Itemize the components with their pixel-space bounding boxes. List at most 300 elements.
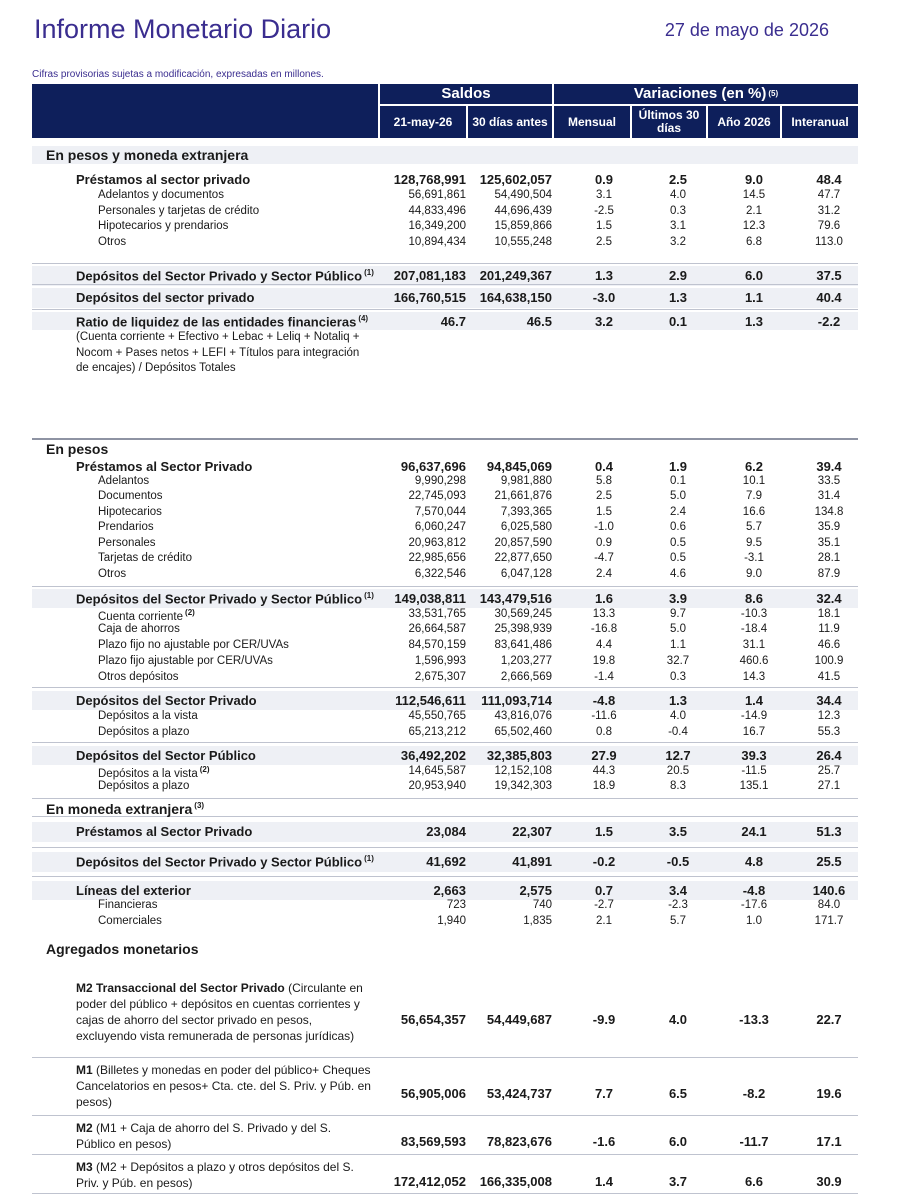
var-ano: -4.8 — [742, 883, 766, 898]
value-30-dias: 1,203,277 — [500, 655, 552, 667]
var-mensual: 2.1 — [596, 915, 612, 927]
row-label-text: Depósitos del Sector Privado y Sector Público — [76, 854, 363, 870]
row-label — [98, 915, 162, 927]
row-label — [76, 591, 374, 606]
col-interanual: Interanual — [791, 114, 849, 129]
row-label — [98, 710, 198, 722]
value-30-dias: 143,479,516 — [479, 591, 552, 606]
var-ultimos-30: 5.7 — [670, 915, 686, 927]
variaciones-header — [554, 84, 858, 104]
col-ano-2026: Año 2026 — [717, 114, 771, 129]
row-label-text: Documentos — [98, 490, 163, 502]
var-mensual: -1.0 — [594, 521, 614, 533]
var-mensual: 13.3 — [592, 608, 616, 620]
row-label — [76, 314, 368, 329]
var-ano: -13.3 — [739, 1012, 769, 1027]
row-label — [98, 608, 195, 623]
row-label — [76, 854, 374, 869]
value-30-dias: 6,025,580 — [500, 521, 552, 533]
var-interanual: 113.0 — [815, 236, 843, 248]
var-interanual: 26.4 — [816, 748, 842, 763]
value-current: 56,905,006 — [400, 1086, 466, 1101]
report-date: 27 de mayo de 2026 — [664, 20, 829, 40]
row-label — [76, 693, 257, 708]
value-30-dias: 94,845,069 — [486, 459, 552, 474]
row-label — [98, 780, 189, 792]
var-ano: 1.1 — [744, 290, 764, 305]
var-ano: -14.9 — [740, 710, 768, 722]
row-label-text: Líneas del exterior — [76, 883, 191, 898]
value-30-dias: 125,602,057 — [479, 172, 552, 187]
table-row — [32, 1174, 858, 1190]
var-mensual: 19.8 — [592, 655, 616, 667]
value-30-dias: 19,342,303 — [494, 780, 552, 792]
var-mensual: -4.8 — [592, 693, 616, 708]
var-ultimos-30: 12.7 — [665, 748, 691, 763]
var-interanual: 30.9 — [816, 1174, 842, 1189]
section-note: (3) — [194, 801, 205, 811]
value-current: 112,546,611 — [395, 693, 466, 708]
var-interanual: 25.7 — [817, 765, 841, 777]
var-ano: 14.5 — [742, 189, 766, 201]
table-row — [32, 655, 858, 671]
value-current: 83,569,593 — [400, 1134, 466, 1149]
var-interanual: 37.5 — [816, 268, 842, 283]
value-30-dias: 83,641,486 — [494, 639, 552, 651]
table-row — [32, 854, 858, 870]
value-current: 1,940 — [437, 915, 466, 927]
value-30-dias: 201,249,367 — [479, 268, 552, 283]
value-30-dias: 30,569,245 — [494, 608, 552, 620]
table-row — [32, 521, 858, 537]
row-label-text: Depósitos del Sector Público — [76, 748, 256, 763]
row-label — [98, 623, 180, 635]
footnote-ref: (2) — [199, 765, 210, 774]
row-label-text: Financieras — [98, 899, 158, 911]
value-current: 149,038,811 — [394, 591, 466, 606]
var-ano: 10.1 — [742, 475, 766, 487]
var-ano: 9.0 — [746, 568, 762, 580]
var-mensual: 2.5 — [596, 490, 612, 502]
var-ultimos-30: 1.3 — [668, 290, 688, 305]
row-label — [98, 490, 163, 502]
row-label — [76, 748, 256, 763]
value-current: 7,570,044 — [414, 506, 466, 518]
aggregate-label: M3 — [76, 1160, 93, 1174]
var-ultimos-30: -2.3 — [668, 899, 688, 911]
table-row — [32, 205, 858, 221]
value-30-dias: 2,666,569 — [500, 671, 552, 683]
var-ano: -18.4 — [740, 623, 768, 635]
value-current: 84,570,159 — [408, 639, 466, 651]
value-30-dias: 65,502,460 — [494, 726, 552, 738]
var-interanual: 19.6 — [816, 1086, 842, 1101]
var-interanual: 34.4 — [816, 693, 842, 708]
table-row — [32, 608, 858, 624]
var-ano: 2.1 — [746, 205, 762, 217]
value-30-dias: 43,816,076 — [494, 710, 552, 722]
row-divider — [32, 742, 858, 743]
table-row — [32, 314, 858, 330]
row-label-text: Tarjetas de crédito — [98, 552, 192, 564]
row-label-text: Personales y tarjetas de crédito — [98, 205, 260, 217]
var-interanual: 140.6 — [812, 883, 846, 898]
row-label — [98, 726, 189, 738]
value-30-dias: 740 — [532, 899, 552, 911]
table-row — [32, 1134, 858, 1150]
table-row — [32, 220, 858, 236]
var-mensual: 44.3 — [592, 765, 616, 777]
row-label-text: Prendarios — [98, 521, 154, 533]
var-ultimos-30: 3.2 — [670, 236, 686, 248]
var-ano: -17.6 — [740, 899, 768, 911]
row-label-text: Depósitos del Sector Privado — [76, 693, 257, 708]
row-label — [76, 290, 254, 305]
footnote-ref: (2) — [185, 608, 195, 617]
value-30-dias: 2,575 — [519, 883, 552, 898]
var-ano: 9.5 — [746, 537, 762, 549]
row-divider — [32, 1057, 858, 1058]
table-row — [32, 591, 858, 607]
row-label — [98, 220, 228, 232]
var-ano: 39.3 — [741, 748, 767, 763]
table-row — [32, 459, 858, 475]
value-30-dias: 15,859,866 — [494, 220, 552, 232]
table-row — [32, 1012, 858, 1028]
var-interanual: 25.5 — [816, 854, 842, 869]
row-label-text: Depósitos del Sector Privado y Sector Público — [76, 268, 363, 284]
section-divider — [32, 798, 858, 799]
table-header — [32, 84, 858, 138]
var-mensual: -9.9 — [592, 1012, 616, 1027]
var-mensual: -4.7 — [594, 552, 614, 564]
row-label — [98, 568, 126, 580]
var-ultimos-30: 3.7 — [668, 1174, 688, 1189]
value-30-dias: 32,385,803 — [486, 748, 552, 763]
table-row — [32, 780, 858, 796]
col-21-may: 21-may-26 — [393, 114, 453, 129]
var-interanual: 28.1 — [817, 552, 841, 564]
var-interanual: 32.4 — [816, 591, 842, 606]
row-label-text: Comerciales — [98, 915, 162, 927]
var-interanual: 18.1 — [817, 608, 841, 620]
var-ultimos-30: 1.1 — [670, 639, 686, 651]
var-ano: -8.2 — [742, 1086, 766, 1101]
table-row — [32, 172, 858, 188]
var-mensual: -11.6 — [591, 710, 617, 722]
footnote-ref: (1) — [364, 854, 374, 863]
var-mensual: 2.5 — [596, 236, 612, 248]
row-label — [76, 824, 252, 839]
var-mensual: 5.8 — [596, 475, 612, 487]
var-mensual: 3.2 — [594, 314, 614, 329]
value-current: 33,531,765 — [408, 608, 466, 620]
var-mensual: 4.4 — [596, 639, 612, 651]
var-ultimos-30: 0.5 — [670, 552, 686, 564]
value-30-dias: 10,555,248 — [494, 236, 552, 248]
var-interanual: 55.3 — [817, 726, 841, 738]
var-mensual: -1.4 — [594, 671, 614, 683]
table-row — [32, 639, 858, 655]
row-label-text: Préstamos al Sector Privado — [76, 824, 253, 839]
value-30-dias: 111,093,714 — [481, 693, 552, 708]
var-mensual: 1.6 — [594, 591, 614, 606]
aggregate-desc: (Billetes y monedas en poder del público+ Cheques Cancelatorios en pesos+ Cta. cte. del S. Priv. y Púb. en pesos) — [76, 1063, 371, 1109]
var-ultimos-30: 2.5 — [668, 172, 688, 187]
value-30-dias: 164,638,150 — [479, 290, 552, 305]
var-mensual: 18.9 — [592, 780, 616, 792]
var-ultimos-30: 0.1 — [670, 475, 686, 487]
var-mensual: 1.5 — [596, 220, 612, 232]
var-interanual: 47.7 — [817, 189, 841, 201]
footnote-ref: (1) — [364, 591, 374, 600]
row-label-text: Adelantos y documentos — [98, 189, 224, 201]
value-30-dias: 9,981,880 — [500, 475, 552, 487]
row-label-text: Depósitos del sector privado — [76, 290, 255, 305]
var-ano: 31.1 — [742, 639, 766, 651]
section-divider — [32, 438, 858, 440]
aggregate-label: M2 — [76, 1121, 93, 1135]
var-mensual: -2.5 — [594, 205, 614, 217]
variaciones-label: Variaciones (en %) — [633, 85, 767, 103]
table-row — [32, 765, 858, 781]
table-row — [32, 899, 858, 915]
value-current: 10,894,434 — [408, 236, 466, 248]
value-current: 44,833,496 — [408, 205, 466, 217]
row-label — [76, 883, 191, 898]
row-divider — [32, 1115, 858, 1116]
value-current: 16,349,200 — [408, 220, 466, 232]
footnote-ref: (1) — [364, 268, 374, 277]
var-ano: 12.3 — [742, 220, 766, 232]
row-label — [98, 521, 154, 533]
value-30-dias: 44,696,439 — [494, 205, 552, 217]
var-interanual: 171.7 — [814, 915, 844, 927]
row-label-text: Adelantos — [98, 475, 150, 487]
var-ultimos-30: 0.3 — [670, 671, 686, 683]
table-row — [32, 726, 858, 742]
col-ultimos-30: Últimos 30 días — [638, 108, 700, 135]
row-label-text: Préstamos al Sector Privado — [76, 459, 253, 474]
report-title: Informe Monetario Diario — [34, 14, 332, 44]
var-mensual: 2.4 — [596, 568, 612, 580]
table-row — [32, 490, 858, 506]
var-ano: 1.4 — [744, 693, 764, 708]
var-ultimos-30: 32.7 — [666, 655, 690, 667]
row-label-text: Otros depósitos — [98, 671, 179, 683]
row-label-text: Depósitos a la vista — [98, 710, 198, 722]
value-30-dias: 21,661,876 — [494, 490, 552, 502]
var-ano: 24.1 — [741, 824, 767, 839]
var-ultimos-30: 1.9 — [668, 459, 688, 474]
var-mensual: -2.7 — [594, 899, 614, 911]
row-label-text: Ratio de liquidez de las entidades financieras — [76, 314, 357, 330]
col-30-dias: 30 días antes — [472, 114, 548, 129]
footnote-ref: (4) — [358, 314, 369, 323]
row-divider — [32, 309, 858, 310]
var-mensual: 3.1 — [596, 189, 612, 201]
value-current: 14,645,587 — [408, 765, 466, 777]
var-interanual: 100.9 — [814, 655, 844, 667]
col-mensual: Mensual — [567, 114, 616, 129]
value-current: 20,963,812 — [408, 537, 466, 549]
row-divider — [32, 284, 858, 285]
section-title — [46, 801, 204, 817]
var-interanual: 33.5 — [817, 475, 841, 487]
var-ultimos-30: 9.7 — [670, 608, 686, 620]
var-ultimos-30: 6.5 — [668, 1086, 688, 1101]
value-current: 1,596,993 — [414, 655, 466, 667]
value-30-dias: 7,393,365 — [500, 506, 552, 518]
row-label-text: Plazo fijo no ajustable por CER/UVAs — [98, 639, 289, 651]
var-mensual: 0.9 — [596, 537, 612, 549]
row-label-text: Hipotecarios — [98, 506, 162, 518]
var-interanual: -2.2 — [817, 314, 841, 329]
var-interanual: 22.7 — [816, 1012, 842, 1027]
var-ultimos-30: 0.6 — [670, 521, 686, 533]
section-title: En pesos y moneda extranjera — [46, 147, 249, 163]
value-current: 36,492,202 — [400, 748, 466, 763]
row-divider — [32, 1154, 858, 1155]
value-current: 56,654,357 — [400, 1012, 466, 1027]
var-ultimos-30: 4.0 — [670, 710, 686, 722]
saldos-header: Saldos — [441, 85, 491, 103]
table-row — [32, 623, 858, 639]
row-divider — [32, 586, 858, 587]
var-ultimos-30: -0.4 — [668, 726, 688, 738]
variaciones-note: (5) — [768, 88, 779, 98]
value-current: 9,990,298 — [414, 475, 466, 487]
value-30-dias: 46.5 — [526, 314, 552, 329]
value-current: 6,060,247 — [414, 521, 466, 533]
var-ano: 8.6 — [744, 591, 764, 606]
value-current: 41,692 — [426, 854, 466, 869]
var-ano: 9.0 — [744, 172, 764, 187]
value-current: 6,322,546 — [414, 568, 466, 580]
var-mensual: 27.9 — [591, 748, 617, 763]
table-row — [32, 552, 858, 568]
table-row — [32, 748, 858, 764]
var-interanual: 12.3 — [817, 710, 841, 722]
value-current: 22,745,093 — [408, 490, 466, 502]
ratio-description: (Cuenta corriente + Efectivo + Lebac + Leliq + Notaliq + Nocom + Pases netos + LEFI + Títulos para integración de encajes) / Depósitos Totales — [76, 331, 360, 374]
table-row — [32, 537, 858, 553]
var-interanual: 27.1 — [817, 780, 841, 792]
var-ano: 7.9 — [746, 490, 762, 502]
value-30-dias: 41,891 — [512, 854, 552, 869]
var-ultimos-30: 4.0 — [670, 189, 686, 201]
var-interanual: 31.4 — [817, 490, 841, 502]
value-30-dias: 53,424,737 — [486, 1086, 552, 1101]
table-row — [32, 506, 858, 522]
table-row — [32, 475, 858, 491]
table-row — [32, 883, 858, 899]
value-current: 2,675,307 — [414, 671, 466, 683]
value-current: 166,760,515 — [393, 290, 466, 305]
var-interanual: 79.6 — [817, 220, 841, 232]
var-interanual: 40.4 — [816, 290, 842, 305]
value-current: 22,985,656 — [408, 552, 466, 564]
var-ultimos-30: 5.0 — [670, 623, 686, 635]
aggregate-label: M2 Transaccional del Sector Privado — [76, 981, 285, 995]
var-ultimos-30: 0.5 — [670, 537, 686, 549]
var-mensual: 1.3 — [594, 268, 614, 283]
row-label — [98, 205, 259, 217]
value-30-dias: 54,490,504 — [494, 189, 552, 201]
var-interanual: 134.8 — [814, 506, 844, 518]
row-label-text: Depósitos del Sector Privado y Sector Público — [76, 591, 363, 607]
table-row — [32, 290, 858, 306]
row-label-text: Depósitos a plazo — [98, 726, 190, 738]
table-row — [32, 824, 858, 840]
var-interanual: 46.6 — [817, 639, 841, 651]
row-label — [98, 506, 162, 518]
row-divider — [32, 1193, 858, 1194]
var-ultimos-30: 2.9 — [668, 268, 688, 283]
value-current: 96,637,696 — [400, 459, 466, 474]
var-mensual: -1.6 — [592, 1134, 616, 1149]
var-ultimos-30: 4.6 — [670, 568, 686, 580]
aggregate-desc: (Circulante en poder del público + depósitos en cuentas corrientes y cajas de ahorro del sector privado en pesos, excluyendo vista remunerada de personas jurídicas) — [76, 981, 363, 1043]
row-divider — [32, 687, 858, 688]
report-note: Cifras provisorias sujetas a modificación, expresadas en millones. — [32, 69, 324, 80]
var-ultimos-30: 3.5 — [668, 824, 688, 839]
table-row — [32, 189, 858, 205]
var-ano: 1.0 — [746, 915, 762, 927]
value-30-dias: 54,449,687 — [486, 1012, 552, 1027]
var-ano: 5.7 — [746, 521, 762, 533]
var-ultimos-30: 8.3 — [670, 780, 686, 792]
row-divider — [32, 263, 858, 264]
value-current: 207,081,183 — [393, 268, 466, 283]
table-row — [32, 568, 858, 584]
row-label-text: Caja de ahorros — [98, 623, 180, 635]
var-ano: -11.5 — [741, 765, 767, 777]
var-mensual: 0.9 — [594, 172, 614, 187]
table-row — [32, 268, 858, 284]
value-current: 172,412,052 — [393, 1174, 466, 1189]
table-row — [32, 1086, 858, 1102]
var-mensual: -3.0 — [592, 290, 616, 305]
value-30-dias: 25,398,939 — [494, 623, 552, 635]
row-label — [98, 475, 149, 487]
var-interanual: 87.9 — [817, 568, 841, 580]
var-interanual: 35.9 — [817, 521, 841, 533]
var-ultimos-30: 1.3 — [668, 693, 688, 708]
var-mensual: 1.5 — [596, 506, 612, 518]
var-ultimos-30: 0.3 — [670, 205, 686, 217]
row-label-text: Otros — [98, 236, 127, 248]
row-label — [98, 189, 224, 201]
var-ano: 6.0 — [744, 268, 764, 283]
var-mensual: 0.7 — [594, 883, 614, 898]
var-ano: 460.6 — [739, 655, 769, 667]
table-row — [32, 236, 858, 252]
value-current: 20,953,940 — [408, 780, 466, 792]
aggregate-desc: (M1 + Caja de ahorro del S. Privado y del S. Público en pesos) — [76, 1121, 332, 1151]
var-interanual: 11.9 — [818, 623, 840, 635]
row-label-text: Plazo fijo ajustable por CER/UVAs — [98, 655, 273, 667]
section-title-text: En moneda extranjera — [46, 801, 193, 817]
value-30-dias: 20,857,590 — [494, 537, 552, 549]
var-mensual: 0.4 — [594, 459, 614, 474]
row-label — [98, 671, 179, 683]
var-ano: 6.2 — [744, 459, 764, 474]
row-label — [98, 537, 156, 549]
value-30-dias: 166,335,008 — [479, 1174, 552, 1189]
var-ultimos-30: -0.5 — [666, 854, 690, 869]
value-30-dias: 1,835 — [523, 915, 552, 927]
